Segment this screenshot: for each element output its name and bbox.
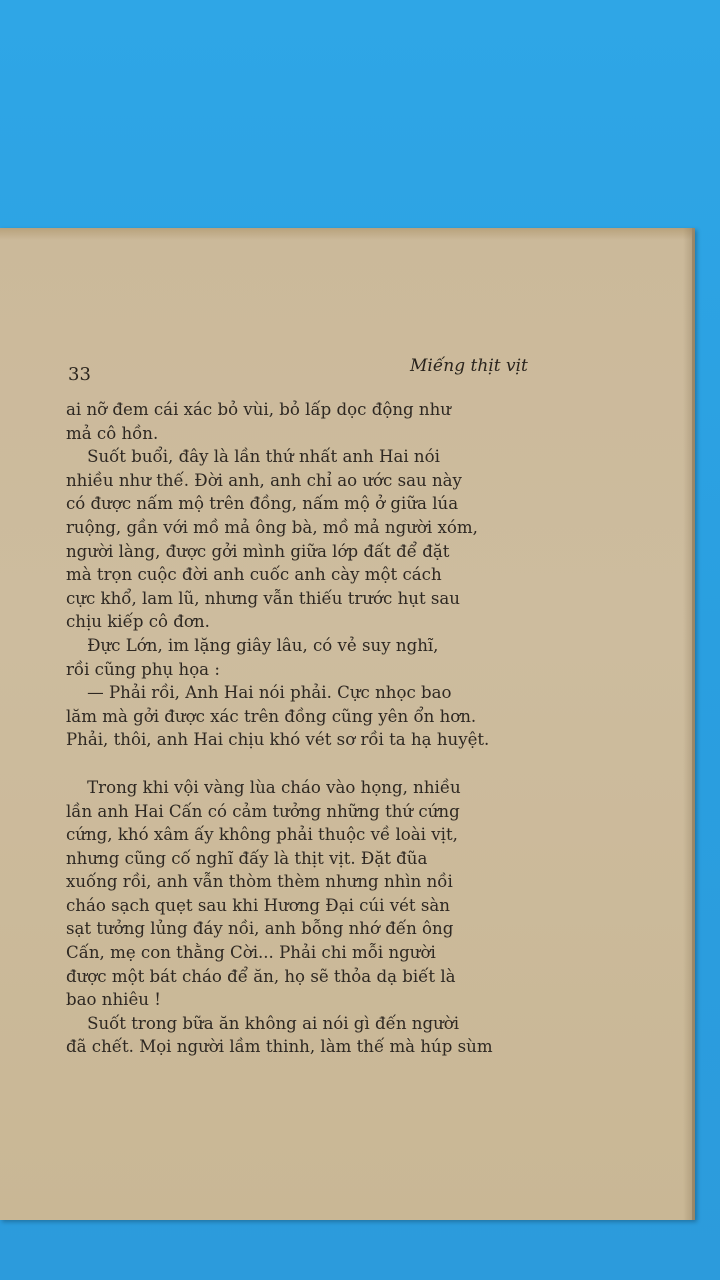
text-line: xuống rồi, anh vẫn thòm thèm nhưng nhìn nồi xyxy=(66,872,453,892)
body-text xyxy=(66,398,526,1059)
text-line: nhiều như thế. Đời anh, anh chỉ ao ước sau này xyxy=(66,470,462,490)
text-line: Phải, thôi, anh Hai chịu khó vét sơ rồi ta hạ huyệt. xyxy=(66,730,490,750)
text-line: mả cô hồn. xyxy=(66,423,159,443)
text-line: Suốt trong bữa ăn không ai nói gì đến người xyxy=(66,1013,460,1033)
text-line: rồi cũng phụ họa : xyxy=(66,659,220,679)
paragraph-gap xyxy=(66,752,526,776)
text-line: được một bát cháo để ăn, họ sẽ thỏa dạ biết là xyxy=(66,966,456,986)
text-line: cháo sạch quẹt sau khi Hương Đại cúi vét sàn xyxy=(66,895,450,915)
text-line: lần anh Hai Cấn có cảm tưởng những thứ cứng xyxy=(66,801,460,821)
text-line: Cấn, mẹ con thằng Cời... Phải chi mỗi người xyxy=(66,943,436,963)
text-line: Đực Lớn, im lặng giây lâu, có vẻ suy nghĩ, xyxy=(66,635,439,655)
text-line: người làng, được gởi mình giữa lớp đất để đặt xyxy=(66,541,450,561)
text-line: Suốt buổi, đây là lần thứ nhất anh Hai nói xyxy=(66,447,440,467)
text-line: nhưng cũng cố nghĩ đấy là thịt vịt. Đặt đũa xyxy=(66,848,428,868)
text-line: đã chết. Mọi người lầm thinh, làm thế mà húp sùm xyxy=(66,1037,493,1057)
text-line: bao nhiêu ! xyxy=(66,990,161,1010)
text-line: lăm mà gởi được xác trên đồng cũng yên ổn hơn. xyxy=(66,706,477,726)
text-line: chịu kiếp cô đơn. xyxy=(66,612,210,632)
page-number: 33 xyxy=(68,364,91,385)
text-line: cực khổ, lam lũ, nhưng vẫn thiếu trước hụt sau xyxy=(66,588,460,608)
text-line: sạt tưởng lủng đáy nồi, anh bỗng nhớ đến ông xyxy=(66,919,454,939)
running-title: Miếng thịt vịt xyxy=(410,356,528,376)
text-line: mà trọn cuộc đời anh cuốc anh cày một cách xyxy=(66,565,442,585)
book-page xyxy=(0,228,695,1220)
text-line: có được nấm mộ trên đồng, nấm mộ ở giữa lúa xyxy=(66,494,459,514)
text-line: Trong khi vội vàng lùa cháo vào họng, nhiều xyxy=(66,777,461,797)
text-line: cứng, khó xâm ấy không phải thuộc về loài vịt, xyxy=(66,825,458,845)
text-line: ruộng, gần với mồ mả ông bà, mồ mả người xóm, xyxy=(66,517,478,537)
text-line: ai nỡ đem cái xác bỏ vùi, bỏ lấp dọc động như xyxy=(66,400,451,419)
text-line: — Phải rồi, Anh Hai nói phải. Cực nhọc bao xyxy=(66,683,452,703)
